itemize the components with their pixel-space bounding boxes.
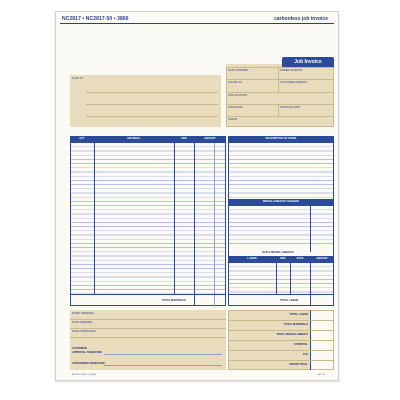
totals-misc-label: TOTAL MISCELLANEOUS bbox=[276, 333, 308, 336]
divider bbox=[278, 104, 279, 116]
tax-label: TAX bbox=[303, 353, 308, 356]
sold-to-line bbox=[86, 92, 218, 93]
footer-line bbox=[70, 328, 226, 329]
misc-rows bbox=[229, 206, 333, 246]
totals-line bbox=[228, 320, 334, 321]
column-divider bbox=[214, 143, 215, 306]
job-location-label: JOB LOCATION bbox=[228, 94, 247, 97]
page-number: NO. 11 bbox=[318, 374, 325, 376]
work-rows bbox=[229, 143, 333, 199]
divider bbox=[226, 116, 334, 117]
divider bbox=[226, 92, 334, 93]
column-divider bbox=[174, 143, 175, 294]
date-ordered-label: DATE ORDERED bbox=[228, 69, 249, 72]
signature-line bbox=[104, 354, 222, 355]
form-numbers: NC2817 • NC2817-50 • 3866 bbox=[62, 16, 129, 22]
customer-sig-label-1: CUSTOMER bbox=[72, 347, 87, 350]
misc-amount-divider bbox=[310, 206, 311, 252]
top-rule bbox=[60, 23, 334, 24]
subtotal-label: SUBTOTAL bbox=[294, 343, 308, 346]
totals-materials-label: TOTAL MATERIALS bbox=[283, 323, 308, 326]
starting-date-label: STARTING DATE bbox=[280, 106, 301, 109]
column-divider bbox=[194, 143, 195, 306]
description-header: DESCRIPTION OF WORK bbox=[265, 137, 297, 140]
totals-line bbox=[228, 340, 334, 341]
amount-header: AMOUNT bbox=[204, 137, 216, 140]
order-info-grid bbox=[226, 67, 334, 127]
terms-label: TERMS bbox=[228, 118, 238, 121]
sold-to-block bbox=[70, 75, 221, 127]
job-phone-label: JOB PHONE bbox=[228, 106, 243, 109]
labor-total-rule bbox=[228, 294, 334, 295]
column-divider bbox=[290, 263, 291, 294]
footer-line bbox=[70, 337, 226, 338]
footer-line bbox=[70, 319, 226, 320]
customer-order-label: CUSTOMER ORDER # bbox=[280, 81, 308, 84]
hrs-header: HRS. bbox=[279, 257, 287, 260]
total-materials-label: TOTAL MATERIALS bbox=[162, 299, 187, 302]
customer-sig-label-2: APPROVAL SIGNATURE bbox=[72, 351, 102, 354]
invoice-sheet bbox=[55, 11, 339, 381]
order-taken-by-label: ORDER TAKEN BY bbox=[280, 69, 303, 72]
labor-header: LABOR bbox=[247, 257, 257, 260]
form-title: Job Invoice bbox=[282, 57, 334, 67]
footer-date-ordered-label: DATE ORDERED bbox=[72, 321, 93, 324]
authorized-sig-label: AUTHORIZED SIGNATURE bbox=[72, 362, 105, 365]
material-header: MATERIAL bbox=[127, 137, 141, 140]
brand-title: carbonless job invoice bbox=[274, 16, 328, 22]
total-labor-label: TOTAL LABOR bbox=[280, 299, 299, 302]
column-divider bbox=[276, 263, 277, 294]
totals-labor-label: TOTAL LABOR bbox=[289, 313, 308, 316]
total-misc-label: TOTAL MISCELLANEOUS bbox=[262, 251, 294, 254]
totals-line bbox=[228, 330, 334, 331]
phone-no-label: PHONE NO. bbox=[228, 81, 243, 84]
divider bbox=[226, 79, 334, 80]
sold-to-label: SOLD TO bbox=[72, 77, 84, 80]
divider bbox=[226, 104, 334, 105]
misc-header: MISCELLANEOUS CHARGES bbox=[262, 200, 300, 203]
labor-amount-header: AMOUNT bbox=[316, 257, 328, 260]
column-divider bbox=[94, 143, 95, 294]
column-divider bbox=[310, 263, 311, 306]
labor-rows bbox=[229, 263, 333, 294]
totals-line bbox=[228, 360, 334, 361]
work-ordered-label: WORK ORDERED bbox=[72, 312, 94, 315]
signature-line bbox=[104, 365, 222, 366]
form-code: A-2817 F (2817 ) T-3866 bbox=[72, 374, 96, 376]
unit-header: UNIT bbox=[180, 137, 188, 140]
grand-total-label: GRAND TOTAL bbox=[289, 363, 308, 366]
totals-line bbox=[228, 350, 334, 351]
sold-to-line bbox=[86, 116, 218, 117]
sold-to-line bbox=[86, 104, 218, 105]
rate-header: RATE bbox=[296, 257, 304, 260]
materials-total-rule bbox=[70, 294, 226, 295]
date-completed-label: DATE COMPLETED bbox=[72, 330, 96, 333]
qty-header: QTY bbox=[79, 137, 85, 140]
divider bbox=[278, 67, 279, 92]
